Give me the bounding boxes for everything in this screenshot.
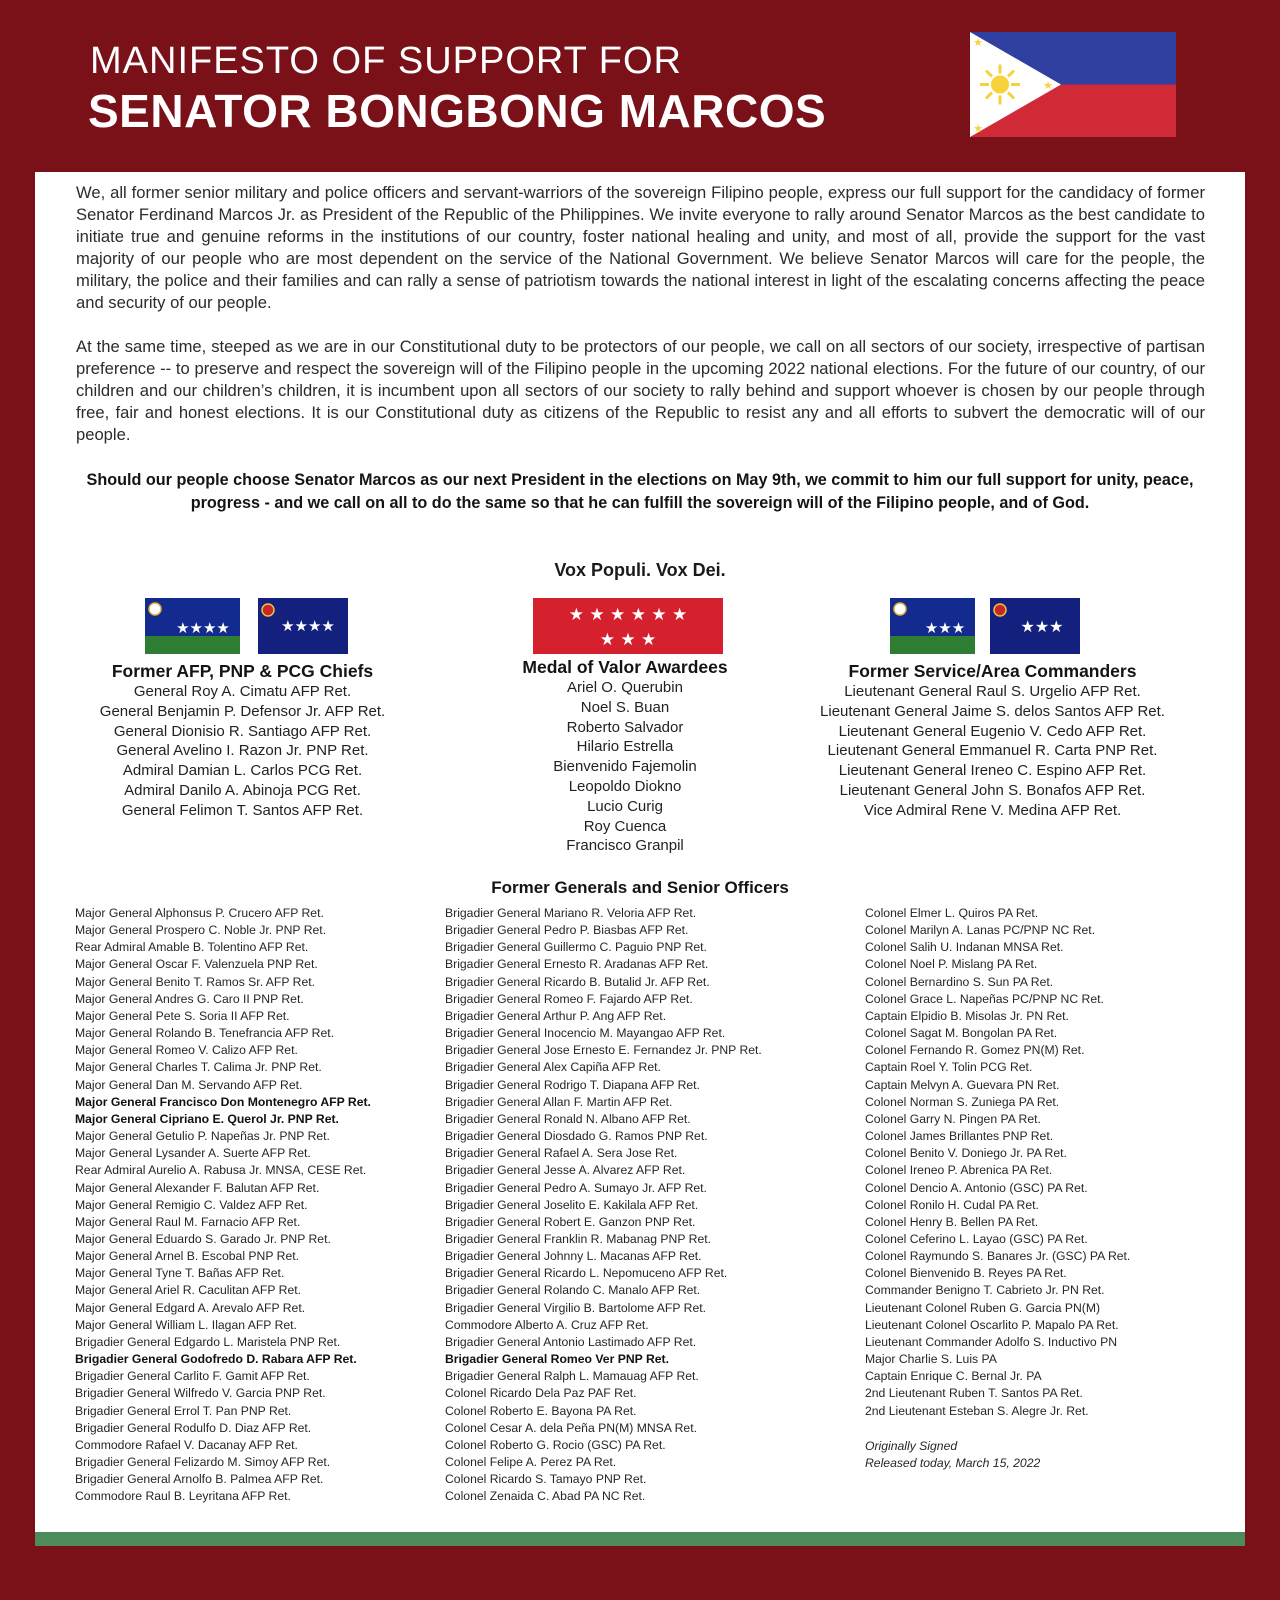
- officer-name: Rear Admiral Aurelio A. Rabusa Jr. MNSA, CESE Ret.: [75, 1163, 367, 1178]
- list-item: Bienvenido Fajemolin: [553, 758, 697, 776]
- officer-name: Major Charlie S. Luis PA: [865, 1352, 997, 1367]
- list-item: Lieutenant General John S. Bonafos AFP Ret.: [839, 781, 1146, 799]
- signature-release-date: Released today, March 15, 2022: [865, 1456, 1041, 1471]
- officer-name: Brigadier General Allan F. Martin AFP Ret.: [445, 1094, 673, 1109]
- officer-name: Colonel Ricardo S. Tamayo PNP Ret.: [445, 1472, 647, 1487]
- list-item: General Dionisio R. Santiago AFP Ret.: [113, 722, 372, 740]
- officer-name: Colonel Roberto G. Rocio (GSC) PA Ret.: [445, 1437, 666, 1452]
- officer-name: Major General Rolando B. Tenefrancia AFP Ret.: [75, 1026, 335, 1041]
- officer-name: Brigadier General Mariano R. Veloria AFP Ret.: [445, 906, 697, 920]
- officer-name: Major General Alexander F. Balutan AFP Ret.: [75, 1180, 320, 1195]
- officer-name: Major General Prospero C. Noble Jr. PNP Ret.: [75, 923, 327, 938]
- officer-name: Commodore Alberto A. Cruz AFP Ret.: [445, 1317, 649, 1332]
- svg-text:★: ★: [973, 122, 983, 135]
- officer-name: Brigadier General Antonio Lastimado AFP Ret.: [445, 1334, 697, 1349]
- officers-column-2: [445, 905, 762, 1505]
- officer-name: Brigadier General Joselito E. Kakilala AFP Ret.: [445, 1197, 699, 1212]
- bottom-green-strip: [35, 1532, 1245, 1546]
- officer-name: Brigadier General Robert E. Ganzon PNP Ret.: [445, 1214, 696, 1229]
- officer-name: Major General Arnel B. Escobal PNP Ret.: [75, 1249, 299, 1264]
- manifesto-panel: [35, 172, 1245, 1532]
- svg-text:★: ★: [973, 36, 983, 49]
- title-line-1: MANIFESTO OF SUPPORT FOR: [90, 40, 682, 82]
- officer-name: Brigadier General Rafael A. Sera Jose Ret.: [445, 1146, 678, 1161]
- afp-4-star-flag-icon: [145, 598, 240, 654]
- officer-name: Brigadier General Romeo Ver PNP Ret.: [445, 1352, 669, 1367]
- officer-name: Major General Ariel R. Caculitan AFP Ret.: [75, 1283, 302, 1298]
- officer-name: Major General William L. Ilagan AFP Ret.: [75, 1317, 297, 1332]
- chiefs-list: [75, 682, 410, 821]
- valor-group: [485, 656, 765, 856]
- medal-of-valor-ribbon-icon: [533, 598, 723, 654]
- officer-name: Brigadier General Diosdado G. Ramos PNP Ret.: [445, 1129, 708, 1144]
- chiefs-group: [75, 660, 410, 821]
- valor-list: [485, 678, 765, 856]
- officer-name: Brigadier General Inocencio M. Mayangao AFP Ret.: [445, 1026, 726, 1041]
- afp-3-star-flag-icon: [890, 598, 975, 654]
- officer-name: Major General Alphonsus P. Crucero AFP Ret.: [75, 906, 324, 920]
- officer-name: Lieutenant Colonel Oscarlito P. Mapalo PA Ret.: [865, 1317, 1119, 1332]
- officer-name: Colonel Salih U. Indanan MNSA Ret.: [865, 940, 1064, 955]
- list-item: Roberto Salvador: [566, 718, 684, 736]
- officer-name: Colonel Norman S. Zuniega PA Ret.: [865, 1094, 1060, 1109]
- officer-name: Commander Benigno T. Cabrieto Jr. PN Ret.: [865, 1283, 1105, 1298]
- officer-name: Colonel Grace L. Napeñas PC/PNP NC Ret.: [865, 991, 1104, 1006]
- svg-text:★ ★ ★ ★ ★ ★: ★ ★ ★ ★ ★ ★: [568, 605, 688, 625]
- officers-heading: Former Generals and Senior Officers: [491, 878, 789, 897]
- officer-name: Major General Remigio C. Valdez AFP Ret.: [75, 1197, 308, 1212]
- list-item: Lieutenant General Jaime S. delos Santos AFP Ret.: [820, 702, 1165, 720]
- list-item: Lieutenant General Ireneo C. Espino AFP Ret.: [838, 762, 1147, 780]
- list-item: Lieutenant General Raul S. Urgelio AFP Ret.: [844, 683, 1141, 700]
- officer-name: Brigadier General Ricardo B. Butalid Jr. AFP Ret.: [445, 974, 710, 989]
- list-item: General Benjamin P. Defensor Jr. AFP Ret.: [99, 702, 386, 720]
- svg-text:★ ★ ★: ★ ★ ★: [599, 630, 657, 650]
- paragraph-support: We, all former senior military and police officers and servant-warriors of the sovereign Filipino people, express our full support for the candidacy of former Senator Ferdinand Marcos Jr. as President of the Republic of the Philippines. We invite everyone to rally around Senator Marcos as the best candidate to initiate true and genuine reforms in the institutions of our country, foster national healing and unity, and most of all, provide the support for the vast majority of our people who are most dependent on the service of the National Government. We believe Senator Marcos will care for the people, the military, the police and their families and can rally a sense of patriotism towards the national interest in light of the escalating concerns affecting the peace and security of our people.: [76, 183, 1205, 312]
- officer-name: Colonel Benito V. Doniego Jr. PA Ret.: [865, 1146, 1067, 1161]
- list-item: General Roy A. Cimatu AFP Ret.: [133, 683, 352, 700]
- officer-name: Brigadier General Ralph L. Mamauag AFP Ret.: [445, 1369, 699, 1384]
- officer-name: Major General Tyne T. Bañas AFP Ret.: [75, 1266, 285, 1281]
- officer-name: Major General Raul M. Farnacio AFP Ret.: [75, 1214, 301, 1229]
- officers-column-3: [865, 905, 1130, 1420]
- philippine-flag-icon: [970, 32, 1176, 137]
- officer-name: Rear Admiral Amable B. Tolentino AFP Ret.: [75, 940, 309, 955]
- officer-name: Brigadier General Ricardo L. Nepomuceno AFP Ret.: [445, 1266, 728, 1281]
- officer-name: Colonel Zenaida C. Abad PA NC Ret.: [445, 1489, 646, 1504]
- officer-name: Brigadier General Johnny L. Macanas AFP Ret.: [445, 1249, 702, 1264]
- officers-column-1: [75, 905, 371, 1505]
- officer-name: Brigadier General Carlito F. Gamit AFP Ret.: [75, 1369, 310, 1384]
- svg-text:★★★: ★★★: [1020, 617, 1064, 636]
- svg-text:★★★★: ★★★★: [176, 619, 230, 637]
- officer-name: Major General Eduardo S. Garado Jr. PNP Ret.: [75, 1231, 331, 1246]
- officer-name: Colonel Sagat M. Bongolan PA Ret.: [865, 1026, 1058, 1041]
- officer-name: Lieutenant Commander Adolfo S. Inductivo PN: [865, 1334, 1118, 1349]
- valor-heading: Medal of Valor Awardees: [522, 657, 728, 677]
- officer-name: Colonel Noel P. Mislang PA Ret.: [865, 957, 1038, 972]
- officer-name: Colonel Cesar A. dela Peña PN(M) MNSA Ret.: [445, 1420, 697, 1435]
- officer-name: Lieutenant Colonel Ruben G. Garcia PN(M): [865, 1300, 1101, 1315]
- list-item: Roy Cuenca: [583, 817, 667, 835]
- list-item: Lieutenant General Emmanuel R. Carta PNP Ret.: [827, 742, 1158, 760]
- officer-name: Major General Getulio P. Napeñas Jr. PNP Ret.: [75, 1129, 330, 1144]
- officer-name: Brigadier General Ronald N. Albano AFP Ret.: [445, 1111, 691, 1126]
- list-item: Leopoldo Diokno: [568, 777, 682, 795]
- paragraph-constitutional-duty: At the same time, steeped as we are in our Constitutional duty to be protectors of our people, we call on all sectors of our society, irrespective of partisan preference -- to preserve and respect the sovereign will of the Filipino people in the upcoming 2022 national elections. For the future of our country, of our children and our children’s children, it is incumbent upon all sectors of our society to rally behind and support whoever is chosen by our people through free, fair and honest elections. It is our Constitutional duty as citizens of the Republic to resist any and all efforts to subvert the democratic will of our people.: [76, 337, 1205, 444]
- list-item: General Avelino I. Razon Jr. PNP Ret.: [116, 742, 369, 760]
- officer-name: Colonel James Brillantes PNP Ret.: [865, 1129, 1054, 1144]
- commanders-group: [800, 660, 1185, 821]
- officer-name: Major General Pete S. Soria II AFP Ret.: [75, 1008, 290, 1023]
- officer-name: Brigadier General Arnolfo B. Palmea AFP Ret.: [75, 1472, 324, 1487]
- officer-name: Major General Oscar F. Valenzuela PNP Ret.: [75, 957, 318, 972]
- officer-name: Major General Lysander A. Suerte AFP Ret.: [75, 1146, 311, 1161]
- officer-name: Colonel Ireneo P. Abrenica PA Ret.: [865, 1163, 1053, 1178]
- list-item: Hilario Estrella: [576, 738, 674, 756]
- officer-name: Colonel Marilyn A. Lanas PC/PNP NC Ret.: [865, 923, 1096, 938]
- officer-name: Major General Benito T. Ramos Sr. AFP Ret.: [75, 974, 316, 989]
- officer-name: Brigadier General Ernesto R. Aradanas AFP Ret.: [445, 957, 709, 972]
- officer-name: Brigadier General Godofredo D. Rabara AFP Ret.: [75, 1352, 357, 1367]
- officer-name: Captain Melvyn A. Guevara PN Ret.: [865, 1077, 1060, 1092]
- chiefs-heading: Former AFP, PNP & PCG Chiefs: [111, 661, 374, 681]
- officer-name: Brigadier General Rolando C. Manalo AFP Ret.: [445, 1283, 701, 1298]
- officer-name: Brigadier General Pedro A. Sumayo Jr. AFP Ret.: [445, 1180, 707, 1195]
- officer-name: Brigadier General Franklin R. Mabanag PNP Ret.: [445, 1231, 711, 1246]
- officer-name: Major General Romeo V. Calizo AFP Ret.: [75, 1043, 298, 1058]
- list-item: Lucio Curig: [587, 797, 663, 815]
- officer-name: Colonel Raymundo S. Banares Jr. (GSC) PA Ret.: [865, 1249, 1131, 1264]
- officer-name: Brigadier General Edgardo L. Maristela PNP Ret.: [75, 1334, 341, 1349]
- signature-block: [865, 1438, 1040, 1472]
- pnp-4-star-flag-icon: [258, 598, 348, 654]
- commitment-statement: Should our people choose Senator Marcos as our next President in the elections on May 9th, we commit to him our full support for unity, peace, progress - and we call on all to do the same so that he can fulfill the sovereign will of the Filipino people, and of God.: [86, 471, 1194, 512]
- list-item: Noel S. Buan: [580, 698, 670, 716]
- officer-name: Brigadier General Rodulfo D. Diaz AFP Ret.: [75, 1420, 312, 1435]
- officer-name: Colonel Henry B. Bellen PA Ret.: [865, 1214, 1039, 1229]
- svg-text:★: ★: [1043, 79, 1053, 92]
- officer-name: Major General Andres G. Caro II PNP Ret.: [75, 991, 304, 1006]
- officer-name: Brigadier General Romeo F. Fajardo AFP Ret.: [445, 991, 693, 1006]
- list-item: Vice Admiral Rene V. Medina AFP Ret.: [863, 801, 1122, 819]
- officer-name: Colonel Dencio A. Antonio (GSC) PA Ret.: [865, 1180, 1088, 1195]
- officer-name: Colonel Bernardino S. Sun PA Ret.: [865, 974, 1054, 989]
- officer-name: Colonel Elmer L. Quiros PA Ret.: [865, 906, 1039, 920]
- header: [0, 0, 1280, 172]
- officer-name: Colonel Ronilo H. Cudal PA Ret.: [865, 1197, 1039, 1212]
- officer-name: Brigadier General Rodrigo T. Diapana AFP Ret.: [445, 1077, 700, 1092]
- officer-name: Brigadier General Jose Ernesto E. Fernandez Jr. PNP Ret.: [445, 1043, 762, 1058]
- officer-name: Colonel Bienvenido B. Reyes PA Ret.: [865, 1266, 1067, 1281]
- officer-name: Brigadier General Virgilio B. Bartolome AFP Ret.: [445, 1300, 707, 1315]
- officer-name: Colonel Ricardo Dela Paz PAF Ret.: [445, 1386, 637, 1401]
- svg-text:★★★★: ★★★★: [281, 617, 335, 635]
- list-item: Ariel O. Querubin: [567, 679, 683, 696]
- commanders-heading: Former Service/Area Commanders: [848, 661, 1137, 681]
- officer-name: Commodore Raul B. Leyritana AFP Ret.: [75, 1489, 291, 1504]
- motto: Vox Populi. Vox Dei.: [554, 560, 726, 580]
- pnp-3-star-flag-icon: [990, 598, 1080, 654]
- list-item: Lieutenant General Eugenio V. Cedo AFP Ret.: [838, 722, 1147, 740]
- officer-name: Brigadier General Jesse A. Alvarez AFP Ret.: [445, 1163, 686, 1178]
- svg-text:★★★: ★★★: [924, 619, 966, 637]
- officer-name: Captain Roel Y. Tolin PCG Ret.: [865, 1060, 1033, 1075]
- officer-name: Colonel Ceferino L. Layao (GSC) PA Ret.: [865, 1231, 1088, 1246]
- signature-originally-signed: Originally Signed: [865, 1439, 958, 1453]
- officer-name: Brigadier General Wilfredo V. Garcia PNP Ret.: [75, 1386, 326, 1401]
- officer-name: Captain Elpidio B. Misolas Jr. PN Ret.: [865, 1008, 1069, 1023]
- officer-name: Colonel Garry N. Pingen PA Ret.: [865, 1111, 1041, 1126]
- list-item: Admiral Danilo A. Abinoja PCG Ret.: [124, 781, 361, 799]
- officer-name: Major General Dan M. Servando AFP Ret.: [75, 1077, 303, 1092]
- officer-name: Major General Cipriano E. Querol Jr. PNP Ret.: [75, 1111, 339, 1126]
- title-line-2: SENATOR BONGBONG MARCOS: [88, 85, 827, 137]
- officer-name: 2nd Lieutenant Ruben T. Santos PA Ret.: [865, 1386, 1083, 1401]
- commanders-list: [800, 682, 1185, 821]
- officer-name: Brigadier General Errol T. Pan PNP Ret.: [75, 1403, 292, 1418]
- list-item: Admiral Damian L. Carlos PCG Ret.: [122, 762, 363, 780]
- officer-name: Brigadier General Arthur P. Ang AFP Ret.: [445, 1008, 667, 1023]
- officer-name: Brigadier General Alex Capiña AFP Ret.: [445, 1060, 661, 1075]
- officer-name: Major General Edgard A. Arevalo AFP Ret.: [75, 1300, 306, 1315]
- list-item: General Felimon T. Santos AFP Ret.: [121, 801, 364, 819]
- officer-name: Colonel Felipe A. Perez PA Ret.: [445, 1455, 617, 1469]
- officer-name: Major General Charles T. Calima Jr. PNP Ret.: [75, 1060, 322, 1075]
- officer-name: Colonel Fernando R. Gomez PN(M) Ret.: [865, 1043, 1085, 1058]
- officer-name: Commodore Rafael V. Dacanay AFP Ret.: [75, 1437, 298, 1452]
- list-item: Francisco Granpil: [566, 837, 684, 855]
- officer-name: Major General Francisco Don Montenegro AFP Ret.: [75, 1094, 371, 1109]
- officer-name: Colonel Roberto E. Bayona PA Ret.: [445, 1403, 637, 1418]
- officer-name: 2nd Lieutenant Esteban S. Alegre Jr. Ret.: [865, 1403, 1089, 1418]
- officer-name: Brigadier General Guillermo C. Paguio PNP Ret.: [445, 940, 707, 955]
- officer-name: Captain Enrique C. Bernal Jr. PA: [865, 1369, 1042, 1384]
- officer-name: Brigadier General Pedro P. Biasbas AFP Ret.: [445, 923, 689, 938]
- officer-name: Brigadier General Felizardo M. Simoy AFP Ret.: [75, 1455, 331, 1469]
